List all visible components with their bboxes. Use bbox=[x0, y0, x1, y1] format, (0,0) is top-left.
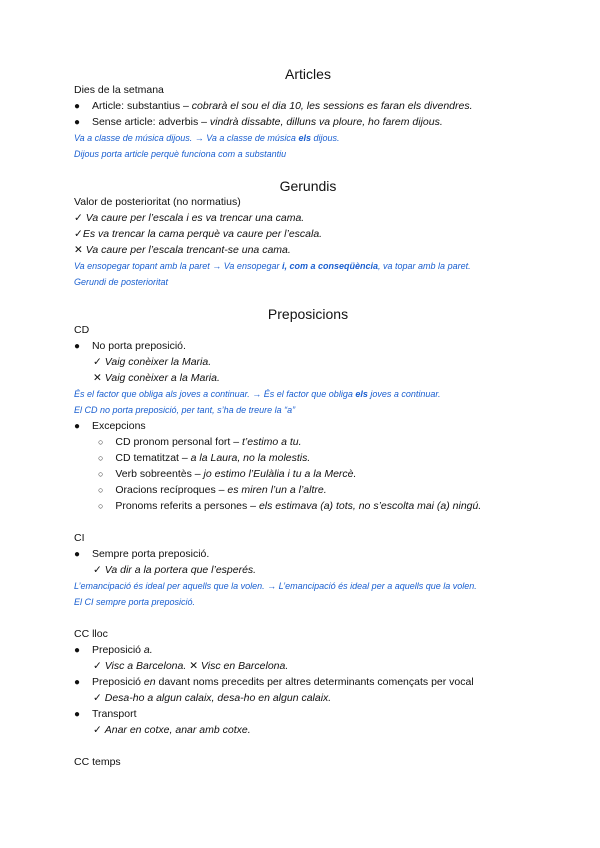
item-example: vindrà dissabte, dilluns va ploure, ho farem dijous. bbox=[209, 116, 443, 128]
section-title-preposicions: Preposicions bbox=[267, 306, 349, 322]
note-text: dijous. bbox=[310, 133, 340, 143]
item-emphasis: a. bbox=[143, 644, 153, 656]
check-icon: ✓ bbox=[74, 212, 83, 224]
note-text: Va a classe de música dijous. → Va a classe de música bbox=[74, 133, 299, 143]
check-icon: ✓ bbox=[93, 564, 102, 576]
correction-note: L’emancipació és ideal per aquells que la volen. → L’emancipació és ideal per a aquells que la volen. bbox=[74, 581, 477, 591]
example-text: Vaig conèixer la Maria. bbox=[104, 356, 212, 368]
bullet-icon: ● bbox=[74, 117, 81, 128]
bullet-icon: ● bbox=[74, 549, 81, 560]
item-label: Oracions recíproques – bbox=[115, 484, 228, 496]
bullet-icon: ● bbox=[74, 421, 81, 432]
example-text: Va caure per l’escala trencant-se una cama. bbox=[85, 244, 291, 256]
item-label: Sempre porta preposició. bbox=[91, 548, 210, 560]
check-icon: ✓ bbox=[93, 660, 102, 672]
circle-bullet-icon: ○ bbox=[98, 437, 104, 447]
check-icon: ✓ bbox=[93, 356, 102, 368]
list-item bbox=[74, 676, 474, 688]
circle-bullet-icon: ○ bbox=[98, 453, 104, 463]
list-item bbox=[74, 340, 186, 352]
sub-list-item bbox=[98, 484, 327, 496]
bullet-icon: ● bbox=[74, 677, 81, 688]
sub-list-item bbox=[98, 468, 356, 480]
note-text: joves a continuar. bbox=[367, 389, 441, 399]
cross-icon: ✕ bbox=[74, 244, 83, 256]
item-label: Transport bbox=[91, 708, 137, 720]
example-text: Anar en cotxe, anar amb cotxe. bbox=[104, 724, 251, 736]
explanation-note: Dijous porta article perquè funciona com a substantiu bbox=[74, 149, 287, 159]
check-icon: ✓ bbox=[93, 692, 102, 704]
note-text: , va topar amb la paret. bbox=[378, 261, 471, 271]
note-emphasis: els bbox=[298, 133, 311, 143]
circle-bullet-icon: ○ bbox=[98, 485, 104, 495]
subsection-ci: CI bbox=[74, 532, 85, 544]
sub-list-item bbox=[98, 500, 481, 512]
circle-bullet-icon: ○ bbox=[98, 501, 104, 511]
subsection-cd: CD bbox=[74, 324, 90, 336]
item-label: CD pronom personal fort – bbox=[115, 436, 243, 448]
example-text: Es va trencar la cama perquè va caure per l’escala. bbox=[82, 228, 323, 240]
correct-example bbox=[93, 692, 331, 704]
articles-subtitle: Dies de la setmana bbox=[74, 84, 164, 96]
cross-icon: ✕ bbox=[93, 372, 102, 384]
item-emphasis: en bbox=[143, 676, 156, 688]
subsection-cc-lloc: CC lloc bbox=[74, 628, 108, 640]
example-text: Visc en Barcelona. bbox=[200, 660, 289, 672]
item-label: Verb sobreentès – bbox=[115, 468, 204, 480]
explanation-note: El CI sempre porta preposició. bbox=[74, 597, 196, 607]
bullet-icon: ● bbox=[74, 709, 81, 720]
example-text: Visc a Barcelona. bbox=[104, 660, 187, 672]
correct-example bbox=[93, 724, 251, 736]
note-text: Va ensopegar topant amb la paret → Va ensopegar bbox=[74, 261, 282, 271]
cross-icon: ✕ bbox=[189, 660, 198, 672]
list-item bbox=[74, 420, 146, 432]
item-label: Excepcions bbox=[91, 420, 146, 432]
incorrect-example bbox=[74, 244, 291, 256]
item-label: Preposició bbox=[91, 644, 144, 656]
correct-example bbox=[93, 356, 211, 368]
check-icon: ✓ bbox=[93, 724, 102, 736]
item-example: es miren l’un a l’altre. bbox=[227, 484, 327, 496]
section-title-gerundis: Gerundis bbox=[279, 178, 337, 194]
list-item bbox=[74, 548, 209, 560]
correct-example bbox=[74, 228, 322, 240]
subsection-cc-temps: CC temps bbox=[74, 756, 121, 768]
item-label: CD tematitzat – bbox=[115, 452, 191, 464]
example-text: Va dir a la portera que l’esperés. bbox=[104, 564, 257, 576]
item-example: t’estimo a tu. bbox=[242, 436, 302, 448]
item-label: Preposició bbox=[91, 676, 144, 688]
item-example: cobrarà el sou el dia 10, les sessions es faran els divendres. bbox=[191, 100, 473, 112]
correction-note bbox=[74, 133, 339, 143]
list-item bbox=[74, 644, 153, 656]
item-label: davant noms precedits per altres determinants començats per vocal bbox=[155, 676, 474, 688]
example-text: Desa-ho a algun calaix, desa-ho en algun calaix. bbox=[104, 692, 332, 704]
list-item bbox=[74, 116, 443, 128]
example-text: Va caure per l’escala i es va trencar una cama. bbox=[85, 212, 305, 224]
item-label: No porta preposició. bbox=[91, 340, 186, 352]
correct-example bbox=[93, 564, 256, 576]
correction-note bbox=[74, 261, 471, 271]
bullet-icon: ● bbox=[74, 645, 81, 656]
note-emphasis: i, com a conseqüència bbox=[281, 261, 379, 271]
item-example: jo estimo l’Eulàlia i tu a la Mercè. bbox=[203, 468, 357, 480]
list-item bbox=[74, 708, 137, 720]
circle-bullet-icon: ○ bbox=[98, 469, 104, 479]
list-item bbox=[74, 100, 473, 112]
item-example: els estimava (a) tots, no s’escolta mai (a) ningú. bbox=[258, 500, 482, 512]
correction-note bbox=[74, 389, 441, 399]
item-label: Sense article: adverbis – bbox=[91, 116, 210, 128]
note-emphasis: els bbox=[355, 389, 368, 399]
item-example: a la Laura, no la molestis. bbox=[190, 452, 311, 464]
section-title-articles: Articles bbox=[285, 66, 331, 82]
item-label: Pronoms referits a persones – bbox=[115, 500, 259, 512]
explanation-note: El CD no porta preposició, per tant, s’ha de treure la “a” bbox=[74, 405, 296, 415]
incorrect-example bbox=[93, 372, 220, 384]
example-text: Vaig conèixer a la Maria. bbox=[104, 372, 220, 384]
note-text: És el factor que obliga als joves a continuar. → És el factor que obliga bbox=[74, 389, 356, 399]
check-icon: ✓ bbox=[74, 228, 83, 240]
example-pair bbox=[93, 660, 288, 672]
bullet-icon: ● bbox=[74, 341, 81, 352]
item-label: Article: substantius – bbox=[91, 100, 192, 112]
explanation-note: Gerundi de posterioritat bbox=[74, 277, 169, 287]
bullet-icon: ● bbox=[74, 101, 81, 112]
gerundis-subtitle: Valor de posterioritat (no normatius) bbox=[74, 196, 241, 208]
sub-list-item bbox=[98, 452, 310, 464]
correct-example bbox=[74, 212, 304, 224]
sub-list-item bbox=[98, 436, 302, 448]
